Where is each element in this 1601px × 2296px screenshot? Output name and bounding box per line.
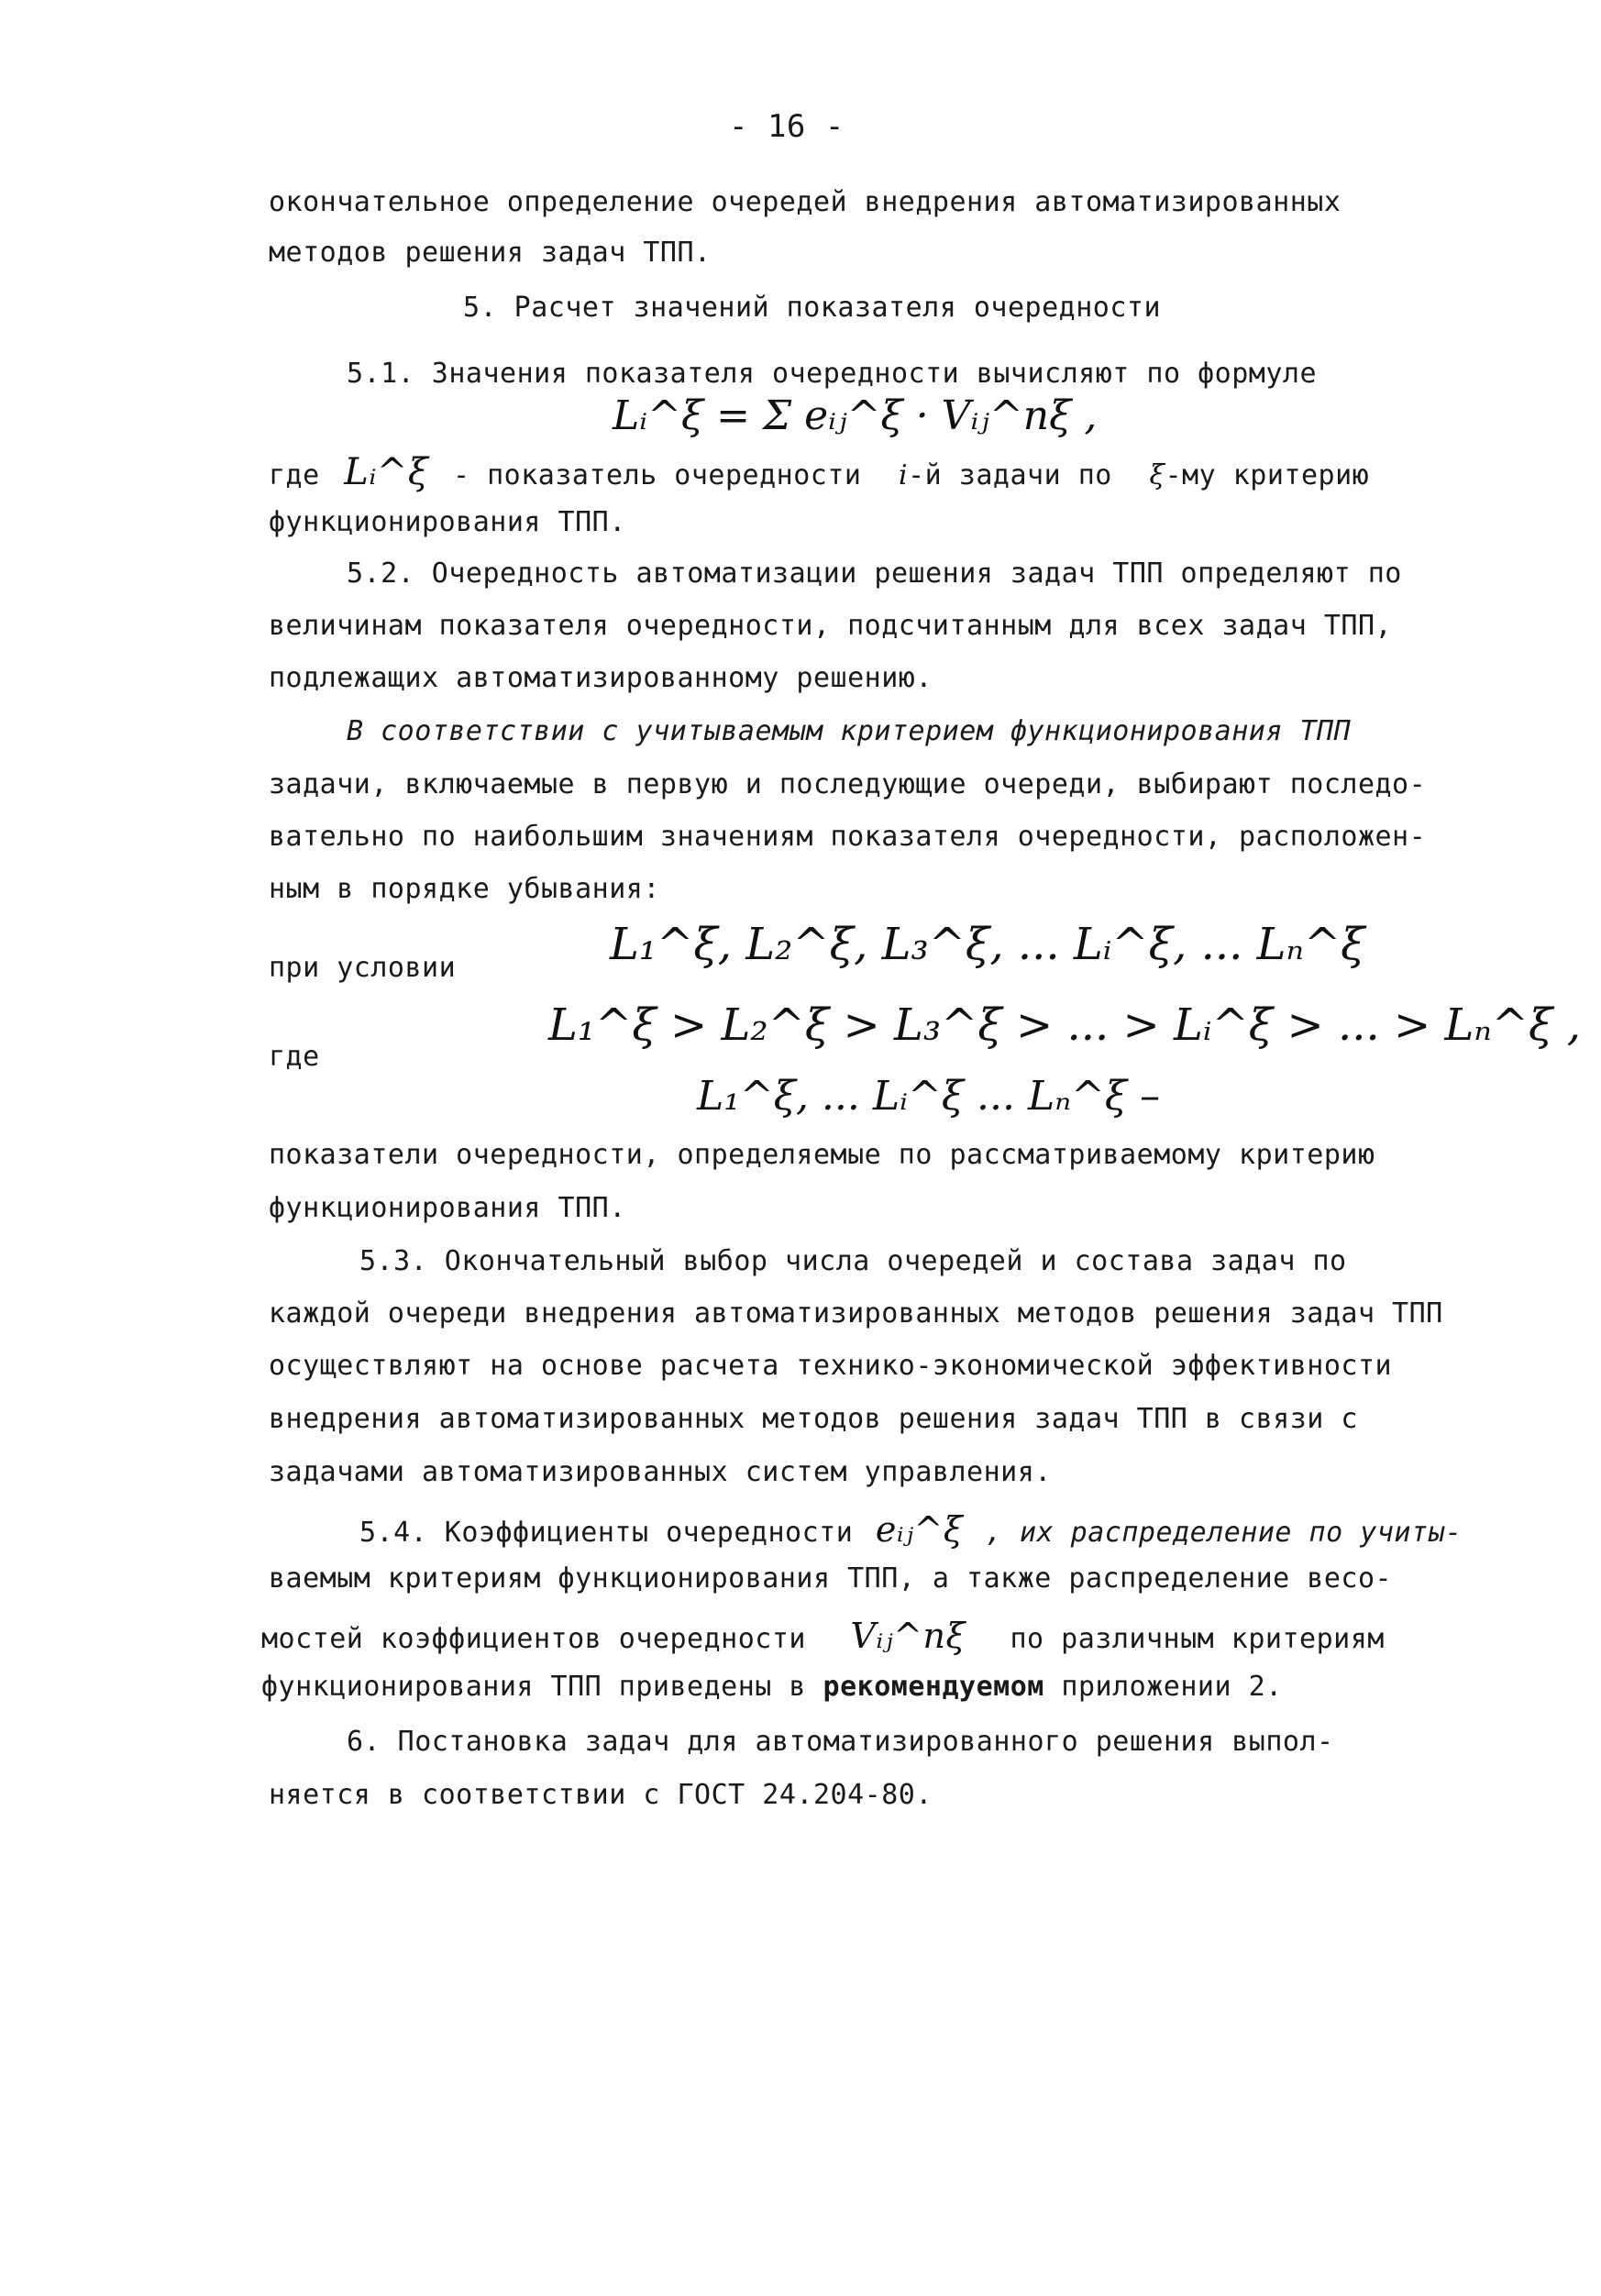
where-prefix: где	[269, 459, 320, 491]
text-line	[261, 1616, 1385, 1656]
s54-text-a: 5.4. Коэффициенты очередности	[359, 1517, 854, 1549]
text-line: вательно по наибольшим значениям показателя очередности, расположен-	[269, 821, 1427, 853]
text-line: 5.2. Очередность автоматизации решения задач ТПП определяют по	[347, 557, 1402, 590]
s54-text-e: функционирования ТПП приведены в	[261, 1671, 806, 1703]
text-line: функционирования ТПП.	[269, 1192, 626, 1224]
symbol-e: eᵢⱼ^ξ	[875, 1509, 964, 1550]
text-line	[359, 1509, 1463, 1550]
text-line: осуществляют на основе расчета технико-экономической эффективности	[269, 1350, 1393, 1382]
formula-priority: Lᵢ^ξ = Σ eᵢⱼ^ξ · Vᵢⱼ^nξ ,	[613, 392, 1098, 439]
text-line: ным в порядке убывания:	[269, 873, 660, 905]
text-line: 5.3. Окончательный выбор числа очередей и состава задач по	[359, 1245, 1347, 1277]
text-line: каждой очереди внедрения автоматизированных методов решения задач ТПП	[269, 1297, 1443, 1330]
condition-label: при условии	[269, 952, 457, 984]
text-line: величинам показателя очередности, подсчитанным для всех задач ТПП,	[269, 610, 1393, 642]
text-line	[261, 1671, 1283, 1703]
text-line: показатели очередности, определяемые по рассматриваемому критерию	[269, 1139, 1375, 1171]
text-line: функционирования ТПП.	[269, 506, 626, 538]
s54-text-b: , их распределение по учиты-	[985, 1517, 1463, 1549]
formula-condition: L₁^ξ > L₂^ξ > L₃^ξ > ... > Lᵢ^ξ > ... > Lₙ^ξ ,	[548, 999, 1581, 1051]
where-mid: - показатель очередности	[452, 459, 862, 491]
text-line: 6. Постановка задач для автоматизированного решения выпол-	[347, 1726, 1334, 1758]
text-line: окончательное определение очередей внедрения автоматизированных	[269, 186, 1342, 218]
formula-indicators: L₁^ξ, ... Lᵢ^ξ ... Lₙ^ξ –	[697, 1073, 1161, 1120]
text-line: В соответствии с учитываемым критерием функционирования ТПП	[347, 715, 1352, 747]
where-line	[269, 451, 1369, 493]
symbol-L: Lᵢ^ξ	[344, 451, 429, 493]
text-line: задачи, включаемые в первую и последующие очереди, выбирают последо-	[269, 768, 1427, 800]
page-number: - 16 -	[729, 108, 845, 145]
symbol-i: i	[899, 459, 909, 491]
text-line: 5.1. Значения показателя очередности вычисляют по формуле	[347, 358, 1318, 390]
text-line: внедрения автоматизированных методов решения задач ТПП в связи с	[269, 1403, 1358, 1435]
s54-text-c: мостей коэффициентов очередности	[261, 1623, 806, 1655]
text-line: няется в соответствии с ГОСТ 24.204-80.	[269, 1779, 933, 1811]
where-end: -му критерию	[1165, 459, 1370, 491]
symbol-xi: ξ	[1149, 459, 1165, 491]
s54-text-f: приложении 2.	[1061, 1671, 1283, 1703]
s54-text-d: по различным критериям	[1010, 1623, 1385, 1655]
formula-sequence: L₁^ξ, L₂^ξ, L₃^ξ, ... Lᵢ^ξ, ... Lₙ^ξ	[610, 919, 1365, 970]
text-line: подлежащих автоматизированному решению.	[269, 662, 933, 694]
text-line: методов решения задач ТПП.	[269, 237, 712, 269]
where2-label: где	[269, 1041, 320, 1073]
text-line: задачами автоматизированных систем управления.	[269, 1456, 1052, 1488]
symbol-V: Vᵢⱼ^nξ	[850, 1616, 966, 1656]
where-mid2: -й задачи по	[908, 459, 1112, 491]
section-heading: 5. Расчет значений показателя очередности	[463, 292, 1162, 324]
s54-bold: рекомендуемом	[823, 1671, 1044, 1703]
text-line: ваемым критериям функционирования ТПП, а также распределение весо-	[269, 1562, 1393, 1595]
